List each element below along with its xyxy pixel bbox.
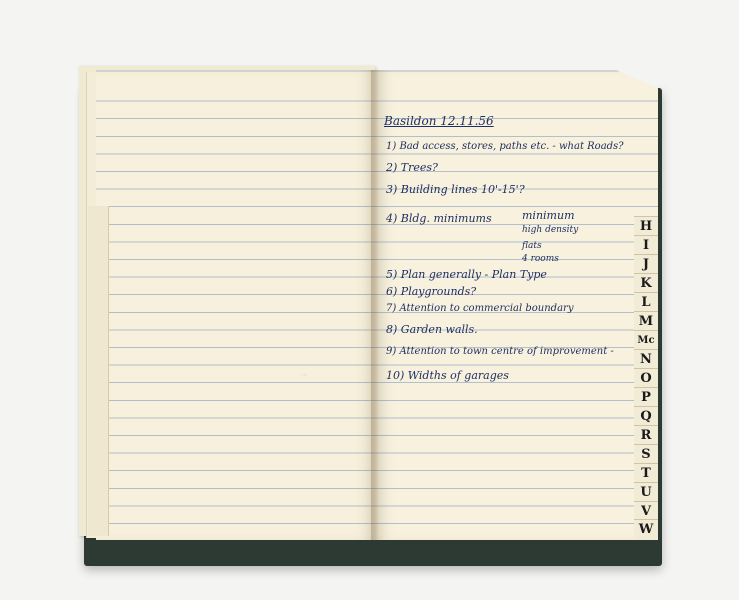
page-gutter (371, 70, 379, 540)
index-tab-k[interactable]: K (634, 273, 658, 293)
index-tab-mc[interactable]: Mc (634, 330, 658, 350)
note-heading: Basildon 12.11.56 (384, 114, 494, 128)
note-item-10: 10) Widths of garages (386, 369, 509, 382)
note-item-1: 1) Bad access, stores, paths etc. - what Roads? (386, 141, 624, 152)
index-tab-p[interactable]: P (634, 387, 658, 407)
note-item-6: 6) Playgrounds? (386, 285, 477, 298)
index-tab-l[interactable]: L (634, 292, 658, 312)
note-side-1: minimum (522, 209, 575, 222)
index-tabs (634, 216, 658, 538)
note-item-4: 4) Bldg. minimums (386, 212, 492, 225)
index-tab-j[interactable]: J (634, 254, 658, 274)
left-page (96, 70, 375, 540)
index-tab-r[interactable]: R (634, 425, 658, 445)
note-side-2: high density (522, 225, 579, 235)
index-tab-w[interactable]: W (634, 519, 658, 539)
index-tab-o[interactable]: O (634, 368, 658, 388)
note-item-5: 5) Plan generally - Plan Type (386, 268, 547, 281)
index-tab-q[interactable]: Q (634, 406, 658, 426)
index-tab-i[interactable]: I (634, 235, 658, 255)
index-tab-n[interactable]: N (634, 349, 658, 369)
note-item-3: 3) Building lines 10'-15'? (386, 183, 525, 196)
index-tab-m[interactable]: M (634, 311, 658, 331)
note-item-7: 7) Attention to commercial boundary (386, 303, 574, 314)
note-item-2: 2) Trees? (386, 161, 438, 174)
index-tab-t[interactable]: T (634, 463, 658, 483)
note-item-9: 9) Attention to town centre of improvement - (386, 346, 614, 357)
faint-pencil-mark: ⋯ (301, 371, 309, 379)
index-tab-v[interactable]: V (634, 501, 658, 521)
note-item-8: 8) Garden walls. (386, 323, 478, 336)
note-side-3: flats (522, 241, 542, 251)
folded-corner (616, 70, 658, 88)
index-tab-s[interactable]: S (634, 444, 658, 464)
note-side-4: 4 rooms (522, 254, 559, 264)
index-tab-u[interactable]: U (634, 482, 658, 502)
index-tab-h[interactable]: H (634, 216, 658, 236)
left-page-edge (88, 206, 109, 536)
